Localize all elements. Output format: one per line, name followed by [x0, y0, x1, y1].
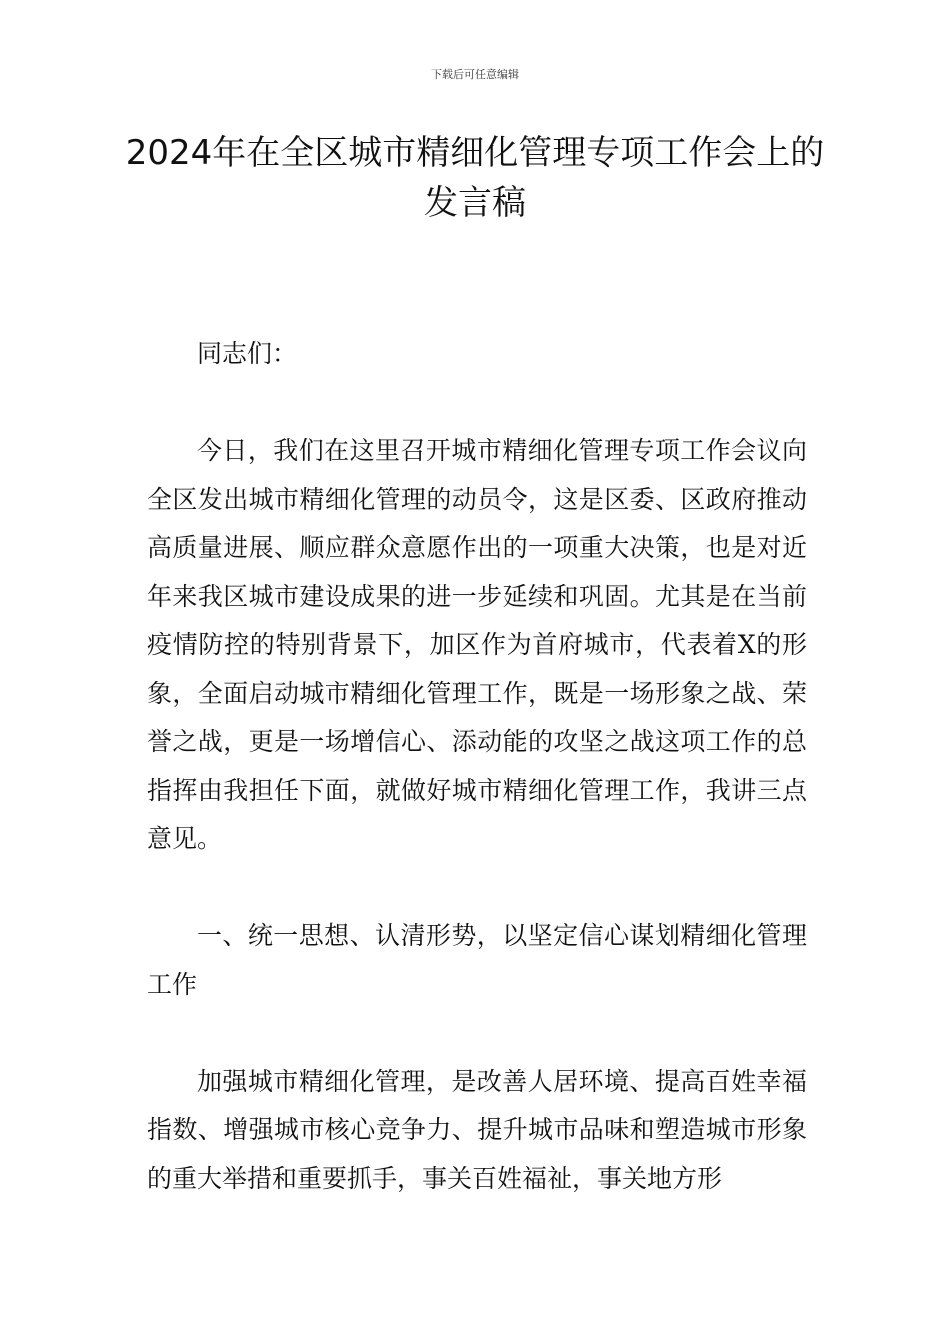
section-heading-1: 一、统一思想、认清形势，以坚定信心谋划精细化管理工作	[147, 921, 807, 999]
greeting: 同志们：	[197, 339, 298, 368]
document-title: 2024年在全区城市精细化管理专项工作会上的发言稿	[125, 133, 825, 223]
header-note: 下载后可任意编辑	[431, 68, 519, 81]
document-body	[147, 330, 807, 1203]
paragraph-intro: 今日，我们在这里召开城市精细化管理专项工作会议向全区发出城市精细化管理的动员令，这是区委、区政府推动高质量进展、顺应群众意愿作出的一项重大决策，也是对近年来我区城市建设成果的进一步延续和巩固。尤其是在当前疫情防控的特别背景下，加区作为首府城市，代表着X的形象，全面启动城市精细化管理工作，既是一场形象之战、荣誉之战，更是一场增信心、添动能的攻坚之战这项工作的总指挥由我担任下面，就做好城市精细化管理工作，我讲三点意见。	[147, 436, 807, 853]
paragraph-section-1: 加强城市精细化管理，是改善人居环境、提高百姓幸福指数、增强城市核心竞争力、提升城市品味和塑造城市形象的重大举措和重要抓手，事关百姓福祉，事关地方形	[147, 1066, 807, 1193]
